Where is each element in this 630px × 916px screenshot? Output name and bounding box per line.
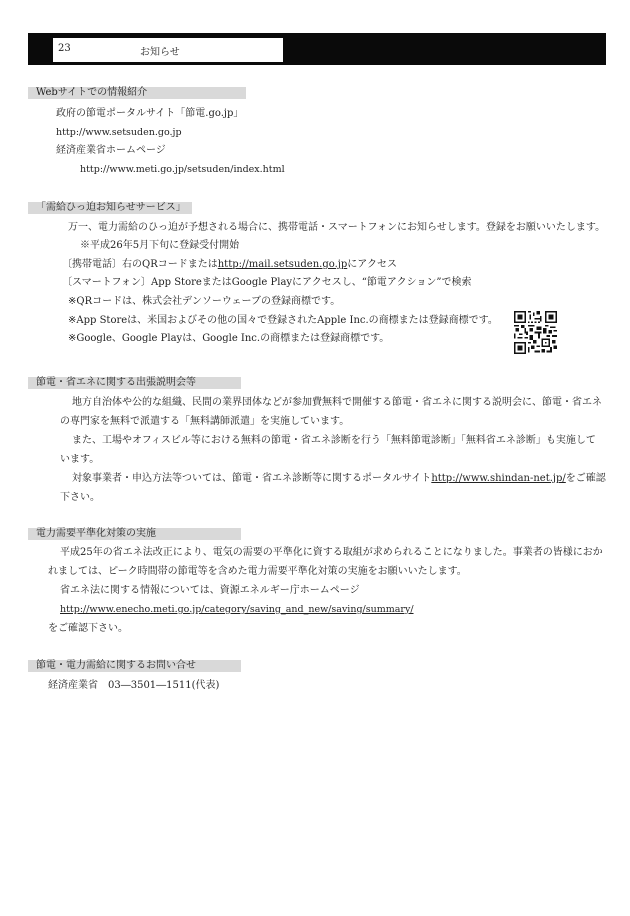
s1-line-3: 経済産業省ホームページ [56,145,166,156]
s2-line-3-a: 〔携帯電話〕右のQRコードまたは [62,259,218,270]
s3-line-3: また、工場やオフィスビル等における無料の節電・省エネ診断を行う「無料節電診断」「無料省エネ診断」も実施して [72,435,596,446]
s2-line-2: ※平成26年5月下旬に登録受付開始 [80,240,240,251]
s2-line-3 [62,259,397,271]
setsuden-link[interactable]: http://www.setsuden.go.jp [56,127,182,138]
section-heading-contact: 節電・電力需給に関するお問い合せ [28,660,241,672]
s3-line-5-a: 対象事業者・申込方法等ついては、節電・省エネ診断等に関するポータルサイト [72,473,432,484]
s3-line-5 [72,473,606,485]
section-heading-web: Webサイトでの情報紹介 [28,87,246,99]
section-heading-peak: 電力需要平準化対策の実施 [28,528,241,540]
page-number: 23 [58,43,71,54]
s4-line-3: 省エネ法に関する情報については、資源エネルギー庁ホームページ [60,585,360,596]
s2-line-6: ※App Storeは、米国およびその他の国々で登録されたApple Inc.の商標または登録商標です。 [68,315,498,326]
meti-setsuden-link[interactable]: http://www.meti.go.jp/setsuden/index.html [80,164,285,175]
page-title: お知らせ [140,47,180,58]
s3-line-2: の専門家を無料で派遣する「無料講師派遣」を実施しています。 [60,416,350,427]
enecho-link[interactable]: http://www.enecho.meti.go.jp/category/saving_and_new/saving/summary/ [60,604,414,615]
s2-line-1: 万一、電力需給のひっ迫が予想される場合に、携帯電話・スマートフォンにお知らせします。登録をお願いいたします。 [68,222,606,233]
section-heading-service: 「需給ひっ迫お知らせサービス」 [28,202,192,214]
s2-line-5: ※QRコードは、株式会社デンソーウェーブの登録商標です。 [68,296,341,307]
shindan-net-link[interactable]: http://www.shindan-net.jp/ [431,473,566,484]
mail-setsuden-link[interactable]: http://mail.setsuden.go.jp [217,259,348,270]
s2-line-4: 〔スマートフォン〕App StoreまたはGoogle Playにアクセスし、“節電アクション”で検索 [62,277,472,288]
s2-line-3-b: にアクセス [347,259,397,270]
s4-line-5: をご確認下さい。 [48,623,128,634]
s3-line-6: 下さい。 [60,492,100,503]
s4-line-2: れましては、ピーク時間帯の節電等を含めた電力需要平準化対策の実施をお願いいたします。 [48,566,467,577]
contact-phone: 経済産業省 03―3501―1511(代表) [48,680,220,691]
section-heading-seminar: 節電・省エネに関する出張説明会等 [28,377,241,389]
s4-line-1: 平成25年の省エネ法改正により、電気の需要の平準化に資する取組が求められることになりました。事業者の皆様におか [60,547,603,558]
s2-line-7: ※Google、Google Playは、Google Inc.の商標または登録商標です。 [68,333,390,344]
s1-line-1: 政府の節電ポータルサイト「節電.go.jp」 [56,108,244,119]
qr-code-icon[interactable] [514,311,557,354]
s3-line-5-b: をご確認 [565,473,606,484]
s3-line-1: 地方自治体や公的な組織、民間の業界団体などが参加費無料で開催する節電・省エネに関する説明会に、節電・省エネ [72,397,602,408]
s3-line-4: います。 [60,454,100,465]
